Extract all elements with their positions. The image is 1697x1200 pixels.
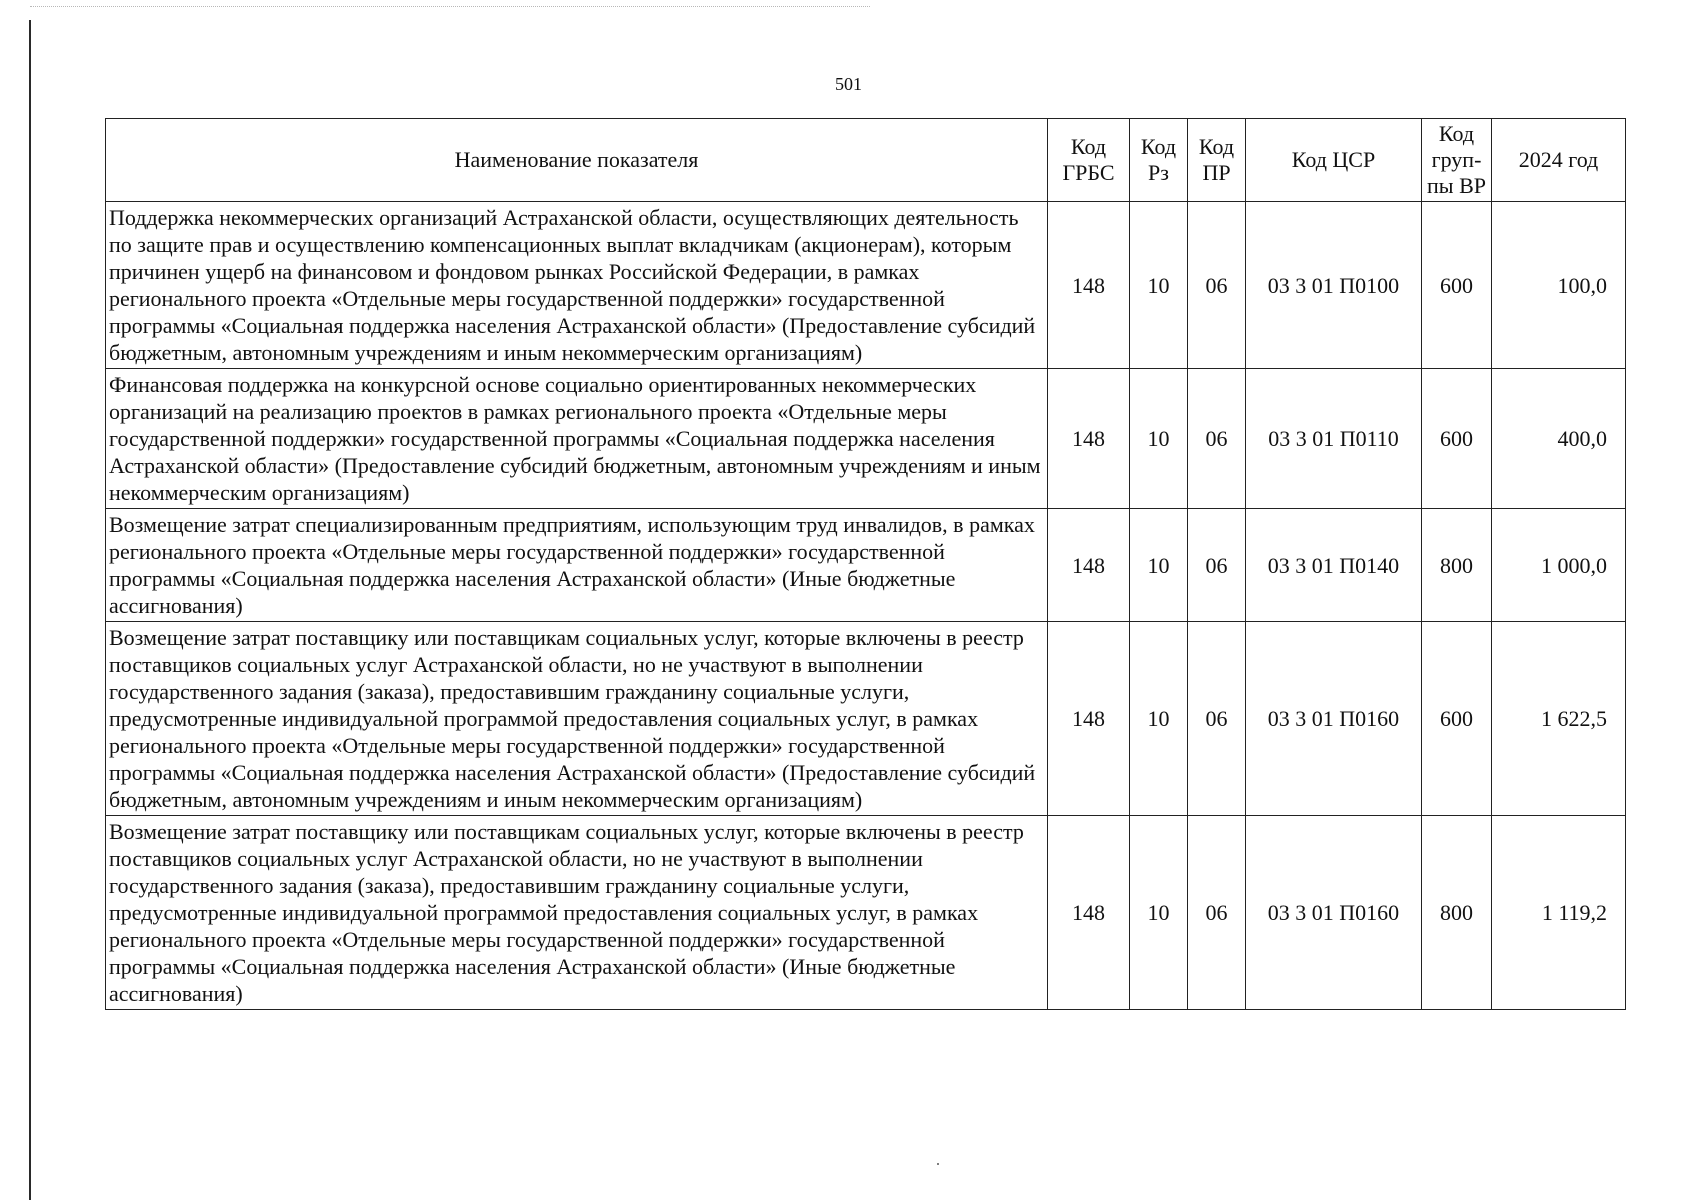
page-number: 501	[835, 74, 862, 94]
row-csr: 03 3 01 П0100	[1246, 202, 1422, 369]
row-csr: 03 3 01 П0160	[1246, 816, 1422, 1010]
row-amount: 1 119,2	[1492, 816, 1626, 1010]
row-grbs: 148	[1048, 369, 1130, 509]
row-rz: 10	[1130, 509, 1188, 622]
row-grbs: 148	[1048, 816, 1130, 1010]
table-row	[106, 509, 1626, 622]
row-amount: 1 622,5	[1492, 622, 1626, 816]
row-pr: 06	[1188, 622, 1246, 816]
page-left-border	[29, 20, 31, 1200]
budget-table	[105, 118, 1626, 1010]
row-pr: 06	[1188, 369, 1246, 509]
row-name: Возмещение затрат поставщику или поставщикам социальных услуг, которые включены в реестр поставщиков социальных услуг Астраханской области, но не участвуют в выполнении государственного задания (заказа), предоставившим гражданину социальные услуги, предусмотренные индивидуальной программой предоставления социальных услуг, в рамках регионального проекта «Отдельные меры государственной поддержки» государственной программы «Социальная поддержка населения Астраханской области» (Предоставление субсидий бюджетным, автономным учреждениям и иным некоммерческим организациям)	[106, 622, 1048, 816]
row-name: Поддержка некоммерческих организаций Астраханской области, осуществляющих деятельность по защите прав и осуществлению компенсационных выплат вкладчикам (акционерам), которым причинен ущерб на финансовом и фондовом рынках Российской Федерации, в рамках регионального проекта «Отдельные меры государственной поддержки» государственной программы «Социальная поддержка населения Астраханской области» (Предоставление субсидий бюджетным, автономным учреждениям и иным некоммерческим организациям)	[106, 202, 1048, 369]
table-row	[106, 816, 1626, 1010]
row-grbs: 148	[1048, 622, 1130, 816]
row-name: Возмещение затрат специализированным предприятиям, использующим труд инвалидов, в рамках регионального проекта «Отдельные меры государственной поддержки» государственной программы «Социальная поддержка населения Астраханской области» (Иные бюджетные ассигнования)	[106, 509, 1048, 622]
header-csr: Код ЦСР	[1246, 119, 1422, 202]
header-name: Наименование показателя	[106, 119, 1048, 202]
table-row	[106, 369, 1626, 509]
row-pr: 06	[1188, 202, 1246, 369]
row-vr: 600	[1422, 202, 1492, 369]
row-csr: 03 3 01 П0140	[1246, 509, 1422, 622]
row-name: Возмещение затрат поставщику или поставщикам социальных услуг, которые включены в реестр поставщиков социальных услуг Астраханской области, но не участвуют в выполнении государственного задания (заказа), предоставившим гражданину социальные услуги, предусмотренные индивидуальной программой предоставления социальных услуг, в рамках регионального проекта «Отдельные меры государственной поддержки» государственной программы «Социальная поддержка населения Астраханской области» (Иные бюджетные ассигнования)	[106, 816, 1048, 1010]
row-rz: 10	[1130, 369, 1188, 509]
table-row	[106, 202, 1626, 369]
scan-dot	[937, 1163, 939, 1165]
header-year: 2024 год	[1492, 119, 1626, 202]
row-rz: 10	[1130, 816, 1188, 1010]
header-grbs: Код ГРБС	[1048, 119, 1130, 202]
row-vr: 600	[1422, 369, 1492, 509]
row-rz: 10	[1130, 622, 1188, 816]
header-pr: Код ПР	[1188, 119, 1246, 202]
row-amount: 400,0	[1492, 369, 1626, 509]
table-header-row	[106, 119, 1626, 202]
row-grbs: 148	[1048, 509, 1130, 622]
row-csr: 03 3 01 П0160	[1246, 622, 1422, 816]
scan-edge-speckle	[30, 6, 870, 8]
header-rz: Код Рз	[1130, 119, 1188, 202]
row-vr: 800	[1422, 816, 1492, 1010]
row-vr: 600	[1422, 622, 1492, 816]
row-csr: 03 3 01 П0110	[1246, 369, 1422, 509]
row-name: Финансовая поддержка на конкурсной основе социально ориентированных некоммерческих организаций на реализацию проектов в рамках регионального проекта «Отдельные меры государственной поддержки» государственной программы «Социальная поддержка населения Астраханской области» (Предоставление субсидий бюджетным, автономным учреждениям и иным некоммерческим организациям)	[106, 369, 1048, 509]
header-vr: Код груп-пы ВР	[1422, 119, 1492, 202]
table-row	[106, 622, 1626, 816]
row-pr: 06	[1188, 509, 1246, 622]
row-grbs: 148	[1048, 202, 1130, 369]
row-vr: 800	[1422, 509, 1492, 622]
row-amount: 1 000,0	[1492, 509, 1626, 622]
row-amount: 100,0	[1492, 202, 1626, 369]
row-rz: 10	[1130, 202, 1188, 369]
row-pr: 06	[1188, 816, 1246, 1010]
